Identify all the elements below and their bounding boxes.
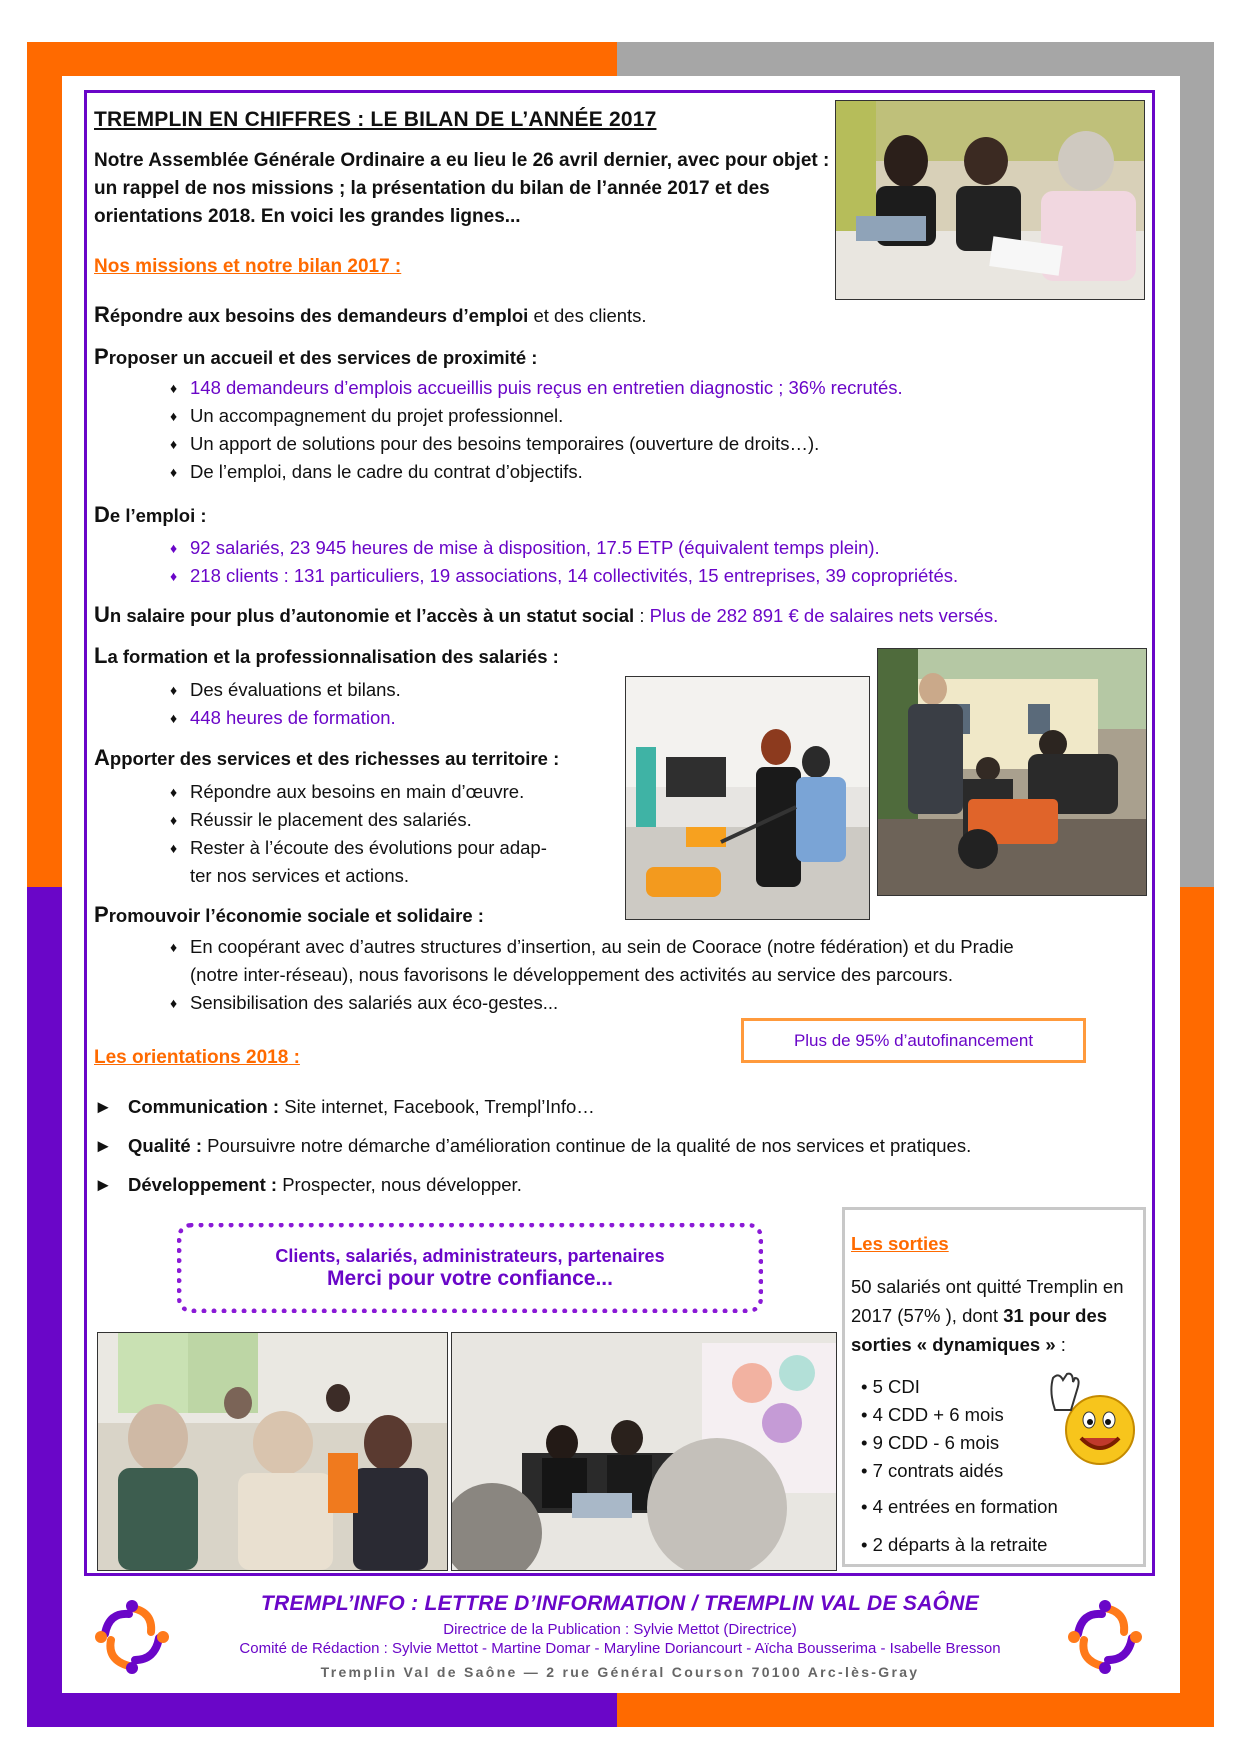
list-item-text: Répondre aux besoins en main d’œuvre.: [190, 781, 525, 802]
sorties-item-text: 2 départs à la retraite: [872, 1534, 1048, 1555]
sorties-item: [861, 1531, 1058, 1559]
dot-bullet-icon: •: [861, 1404, 868, 1425]
diamond-bullet-icon: ♦: [170, 436, 178, 452]
dot-bullet-icon: •: [861, 1496, 868, 1517]
orientation-text: Poursuivre notre démarche d’amélioration continue de la qualité de nos services et pratiques.: [202, 1135, 972, 1156]
arrow-right-icon: ►: [94, 1096, 113, 1117]
sorties-box: [842, 1207, 1146, 1567]
orientation-label: Qualité :: [128, 1135, 203, 1156]
sorties-item: [861, 1373, 1004, 1401]
dropcap: D: [94, 502, 110, 527]
diamond-bullet-icon: ♦: [170, 812, 178, 828]
waving-smiley-icon: [1045, 1370, 1140, 1470]
list-item: [170, 534, 958, 562]
footer-title: TREMPL’INFO : LETTRE D’INFORMATION / TREMPLIN VAL DE SAÔNE: [260, 1592, 980, 1615]
orientation-developpement: [94, 1174, 522, 1196]
sorties-list-2: [861, 1493, 1058, 1559]
list-item: [170, 676, 401, 704]
salary-highlight: Plus de 282 891 € de salaires nets versés.: [649, 605, 999, 626]
diamond-bullet-icon: ♦: [170, 682, 178, 698]
sorties-item: [861, 1493, 1058, 1521]
list-item-continuation: [170, 961, 1014, 989]
list-item-text: 148 demandeurs d’emplois accueillis puis reçus en entretien diagnostic ; 36% recrutés.: [190, 377, 903, 398]
paragraph-text: pporter des services et des richesses au territoire :: [109, 748, 560, 769]
dropcap: R: [94, 302, 110, 327]
thanks-box: [177, 1223, 763, 1313]
orientation-label: Communication :: [128, 1096, 280, 1117]
list-formation: [170, 676, 401, 732]
diamond-bullet-icon: ♦: [170, 568, 178, 584]
orientation-communication: [94, 1096, 595, 1118]
paragraph-besoins: [94, 302, 647, 328]
list-item-text: Sensibilisation des salariés aux éco-gestes...: [190, 992, 559, 1013]
dot-bullet-icon: •: [861, 1460, 868, 1481]
paragraph-text: épondre aux besoins des demandeurs d’emploi: [109, 305, 529, 326]
list-item-text: Un accompagnement du projet professionnel.: [190, 405, 564, 426]
thanks-line-1: Clients, salariés, administrateurs, partenaires: [275, 1246, 665, 1266]
dropcap: U: [94, 602, 110, 627]
sorties-text: [851, 1272, 1141, 1359]
intro-paragraph: Notre Assemblée Générale Ordinaire a eu lieu le 26 avril dernier, avec pour objet : un rappel de nos missions ; la présentation du bilan de l’année 2017 et des orientations 2018. En voici les grandes lignes...: [94, 150, 830, 227]
list-item: [170, 458, 903, 486]
list-ess: [170, 933, 1014, 1017]
footer-committee: Comité de Rédaction : Sylvie Mettot - Martine Domar - Maryline Doriancourt - Aïcha Bousserima - Isabelle Bresson: [239, 1640, 1001, 1657]
list-item: [170, 430, 903, 458]
diamond-bullet-icon: ♦: [170, 408, 178, 424]
paragraph-text: n salaire pour plus d’autonomie et l’accès à un statut social: [109, 605, 635, 626]
dropcap: P: [94, 344, 109, 369]
list-item: [170, 834, 547, 862]
arrow-right-icon: ►: [94, 1135, 113, 1156]
sorties-text-bold: 31 pour des sorties « dynamiques »: [851, 1305, 1108, 1355]
paragraph-territoire: [94, 745, 559, 771]
diamond-bullet-icon: ♦: [170, 995, 178, 1011]
paragraph-formation: [94, 643, 559, 669]
footer-director: Directrice de la Publication : Sylvie Mettot (Directrice): [443, 1621, 797, 1638]
list-emploi: [170, 534, 958, 590]
sorties-item: [861, 1429, 1004, 1457]
sorties-item: [861, 1457, 1004, 1485]
arrow-right-icon: ►: [94, 1174, 113, 1195]
paragraph-tail: et des clients.: [528, 305, 647, 326]
sorties-text-end: :: [1055, 1334, 1066, 1355]
list-territoire: [170, 778, 547, 890]
sorties-item-text: 5 CDI: [872, 1376, 920, 1397]
list-item-text: De l’emploi, dans le cadre du contrat d’objectifs.: [190, 461, 583, 482]
list-item-text: Réussir le placement des salariés.: [190, 809, 472, 830]
list-item-text: 218 clients : 131 particuliers, 19 associations, 14 collectivités, 15 entreprises, 39 copropriétés.: [190, 565, 959, 586]
paragraph-emploi: [94, 502, 207, 528]
orientation-label: Développement :: [128, 1174, 278, 1195]
diamond-bullet-icon: ♦: [170, 840, 178, 856]
thanks-line-2: Merci pour votre confiance...: [327, 1267, 613, 1290]
orientation-text: Prospecter, nous développer.: [277, 1174, 522, 1195]
list-item: [170, 562, 958, 590]
orientations-heading-text: Les orientations 2018: [94, 1047, 289, 1068]
dot-bullet-icon: •: [861, 1432, 868, 1453]
autofinancement-box: Plus de 95% d’autofinancement: [741, 1018, 1086, 1063]
orientations-heading: [94, 1047, 300, 1069]
paragraph-text: roposer un accueil et des services de proximité :: [108, 347, 538, 368]
paragraph-salaire: [94, 602, 998, 628]
dot-bullet-icon: •: [861, 1376, 868, 1397]
missions-heading-text: Nos missions et notre bilan 2017: [94, 256, 390, 277]
list-item: [170, 778, 547, 806]
list-item-text: ter nos services et actions.: [190, 865, 410, 886]
photo-presentation: [451, 1332, 837, 1571]
list-item: [170, 806, 547, 834]
list-item-text: Un apport de solutions pour des besoins temporaires (ouverture de droits…).: [190, 433, 820, 454]
sorties-item: [861, 1401, 1004, 1429]
separator: :: [634, 605, 650, 626]
list-item: [170, 989, 1014, 1017]
list-item-text: 448 heures de formation.: [190, 707, 396, 728]
diamond-bullet-icon: ♦: [170, 710, 178, 726]
paragraph-text: romouvoir l’économie sociale et solidaire :: [108, 905, 484, 926]
list-item-text: 92 salariés, 23 945 heures de mise à disposition, 17.5 ETP (équivalent temps plein).: [190, 537, 880, 558]
photo-audience: [97, 1332, 448, 1571]
list-item-text: (notre inter-réseau), nous favorisons le développement des activités au service des parcours.: [190, 964, 953, 985]
diamond-bullet-icon: ♦: [170, 540, 178, 556]
photo-meeting-table: [835, 100, 1145, 300]
photo-floor-machine: [625, 676, 870, 920]
diamond-bullet-icon: ♦: [170, 464, 178, 480]
list-accueil: [170, 374, 903, 486]
diamond-bullet-icon: ♦: [170, 784, 178, 800]
orientation-text: Site internet, Facebook, Trempl’Info…: [279, 1096, 595, 1117]
list-item: [170, 374, 903, 402]
paragraph-ess: [94, 902, 484, 928]
sorties-item-text: 4 CDD + 6 mois: [872, 1404, 1004, 1425]
sorties-item-text: 4 entrées en formation: [872, 1496, 1058, 1517]
diamond-bullet-icon: ♦: [170, 939, 178, 955]
list-item-continuation: [170, 862, 547, 890]
paragraph-accueil: [94, 344, 537, 370]
dropcap: P: [94, 902, 109, 927]
paragraph-text: e l’emploi :: [109, 505, 207, 526]
orientation-qualite: [94, 1135, 971, 1157]
list-item: [170, 402, 903, 430]
missions-heading: [94, 256, 401, 278]
list-item-text: Des évaluations et bilans.: [190, 679, 401, 700]
sorties-heading: Les sorties: [851, 1233, 949, 1254]
sorties-list: [861, 1373, 1004, 1485]
paragraph-text: a formation et la professionnalisation des salariés :: [107, 646, 559, 667]
diamond-bullet-icon: ♦: [170, 380, 178, 396]
page-title: TREMPLIN EN CHIFFRES : LE BILAN DE L’ANNÉE 2017: [94, 108, 657, 131]
list-item-text: En coopérant avec d’autres structures d’insertion, au sein de Coorace (notre fédération) et du Pradie: [190, 936, 1014, 957]
list-item-text: Rester à l’écoute des évolutions pour adap-: [190, 837, 547, 858]
list-item: [170, 704, 401, 732]
footer-address: Tremplin Val de Saône — 2 rue Général Courson 70100 Arc-lès-Gray: [320, 1664, 920, 1680]
dot-bullet-icon: •: [861, 1534, 868, 1555]
sorties-text-part: 50 salariés ont quitté Tremplin en 2017 (57% ), dont: [851, 1276, 1124, 1326]
sorties-item-text: 7 contrats aidés: [872, 1460, 1004, 1481]
photo-lawnmower: [877, 648, 1147, 896]
dropcap: A: [94, 745, 110, 770]
missions-heading-colon: :: [389, 256, 402, 277]
list-item: [170, 933, 1014, 961]
dropcap: L: [94, 643, 108, 668]
sorties-item-text: 9 CDD - 6 mois: [872, 1432, 1000, 1453]
orientations-heading-colon: :: [288, 1047, 300, 1068]
